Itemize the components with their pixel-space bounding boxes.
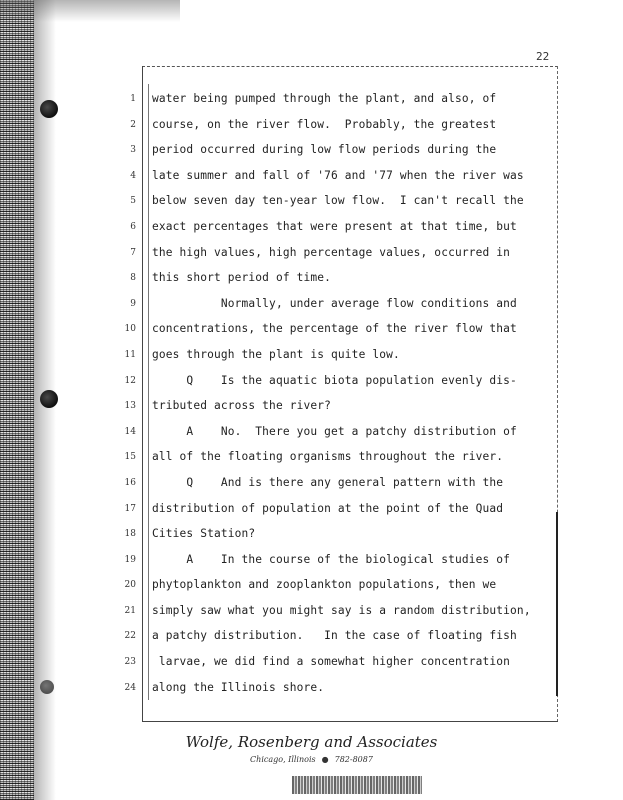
line-number: 12 <box>124 375 136 386</box>
line-number: 3 <box>130 145 136 156</box>
page-number: 22 <box>536 50 550 63</box>
line-number: 7 <box>130 247 136 258</box>
line-number: 4 <box>130 170 136 181</box>
line-number: 23 <box>124 657 136 668</box>
line-number: 22 <box>124 631 136 642</box>
line-number: 14 <box>124 426 136 437</box>
line-number: 9 <box>130 298 136 309</box>
reporter-firm-name: Wolfe, Rosenberg and Associates <box>185 733 438 751</box>
frame-border-top <box>142 66 558 67</box>
transcript-line: this short period of time. <box>152 271 332 285</box>
line-number: 1 <box>130 94 136 104</box>
margin-change-bar <box>556 512 558 696</box>
transcript-line: water being pumped through the plant, and also, of <box>152 92 497 105</box>
transcript-line: A No. There you get a patchy distribution of <box>152 424 517 438</box>
bullet-separator: ● <box>321 755 329 764</box>
transcript-line: Q And is there any general pattern with the <box>152 475 504 489</box>
transcript-line: below seven day ten-year low flow. I can't recall the <box>152 194 524 208</box>
transcript-line: A In the course of the biological studies of <box>152 552 511 566</box>
line-number: 17 <box>124 503 136 514</box>
transcript-line: Normally, under average flow conditions and <box>152 296 517 310</box>
line-number: 8 <box>130 273 136 284</box>
line-number: 16 <box>124 477 136 488</box>
line-number: 11 <box>124 349 136 360</box>
transcript-line: late summer and fall of '76 and '77 when the river was <box>152 168 524 182</box>
reporter-phone: 782-8087 <box>334 755 373 764</box>
line-number: 5 <box>130 196 136 207</box>
line-number: 20 <box>124 580 136 591</box>
transcript-line: a patchy distribution. In the case of floating fish <box>152 629 517 643</box>
transcript-line: goes through the plant is quite low. <box>152 347 400 361</box>
scan-noise-edge <box>0 0 34 800</box>
line-number: 21 <box>124 605 136 616</box>
transcript-line: exact percentages that were present at that time, but <box>152 219 517 233</box>
punch-hole-bottom <box>40 680 54 694</box>
transcript-line: all of the floating organisms throughout the river. <box>152 450 504 464</box>
scan-stamp-mark <box>292 776 422 794</box>
line-number: 2 <box>130 119 136 130</box>
transcript-line: phytoplankton and zooplankton populations, then we <box>152 578 497 592</box>
punch-hole-middle <box>40 390 58 408</box>
transcript-line: larvae, we did find a somewhat higher concentration <box>152 655 511 669</box>
line-number: 13 <box>124 401 136 412</box>
line-number-column <box>112 90 136 704</box>
line-number: 6 <box>130 221 136 232</box>
transcript-line: period occurred during low flow periods during the <box>152 143 497 157</box>
frame-border-bottom <box>142 721 558 722</box>
line-number: 24 <box>124 682 136 693</box>
transcript-line: along the Illinois shore. <box>152 680 325 694</box>
frame-border-inner <box>148 84 149 700</box>
frame-border-left <box>142 66 143 722</box>
line-number: 19 <box>124 554 136 565</box>
line-number: 10 <box>124 324 136 335</box>
line-number: 18 <box>124 529 136 540</box>
transcript-line: tributed across the river? <box>152 399 332 413</box>
reporter-location <box>0 755 623 764</box>
transcript-line: distribution of population at the point of the Quad <box>152 501 504 515</box>
reporter-city: Chicago, Illinois <box>250 755 316 764</box>
punch-hole-top <box>40 100 58 118</box>
transcript-line: concentrations, the percentage of the river flow that <box>152 322 517 336</box>
transcript-line: the high values, high percentage values, occurred in <box>152 245 511 259</box>
transcript-line: simply saw what you might say is a random distribution, <box>152 603 531 617</box>
line-number: 15 <box>124 452 136 463</box>
transcript-line: Cities Station? <box>152 527 256 541</box>
scan-shadow-top <box>0 0 180 22</box>
transcript-line: course, on the river flow. Probably, the greatest <box>152 117 497 131</box>
transcript-body <box>152 90 552 704</box>
transcript-line: Q Is the aquatic biota population evenly dis- <box>152 373 517 387</box>
